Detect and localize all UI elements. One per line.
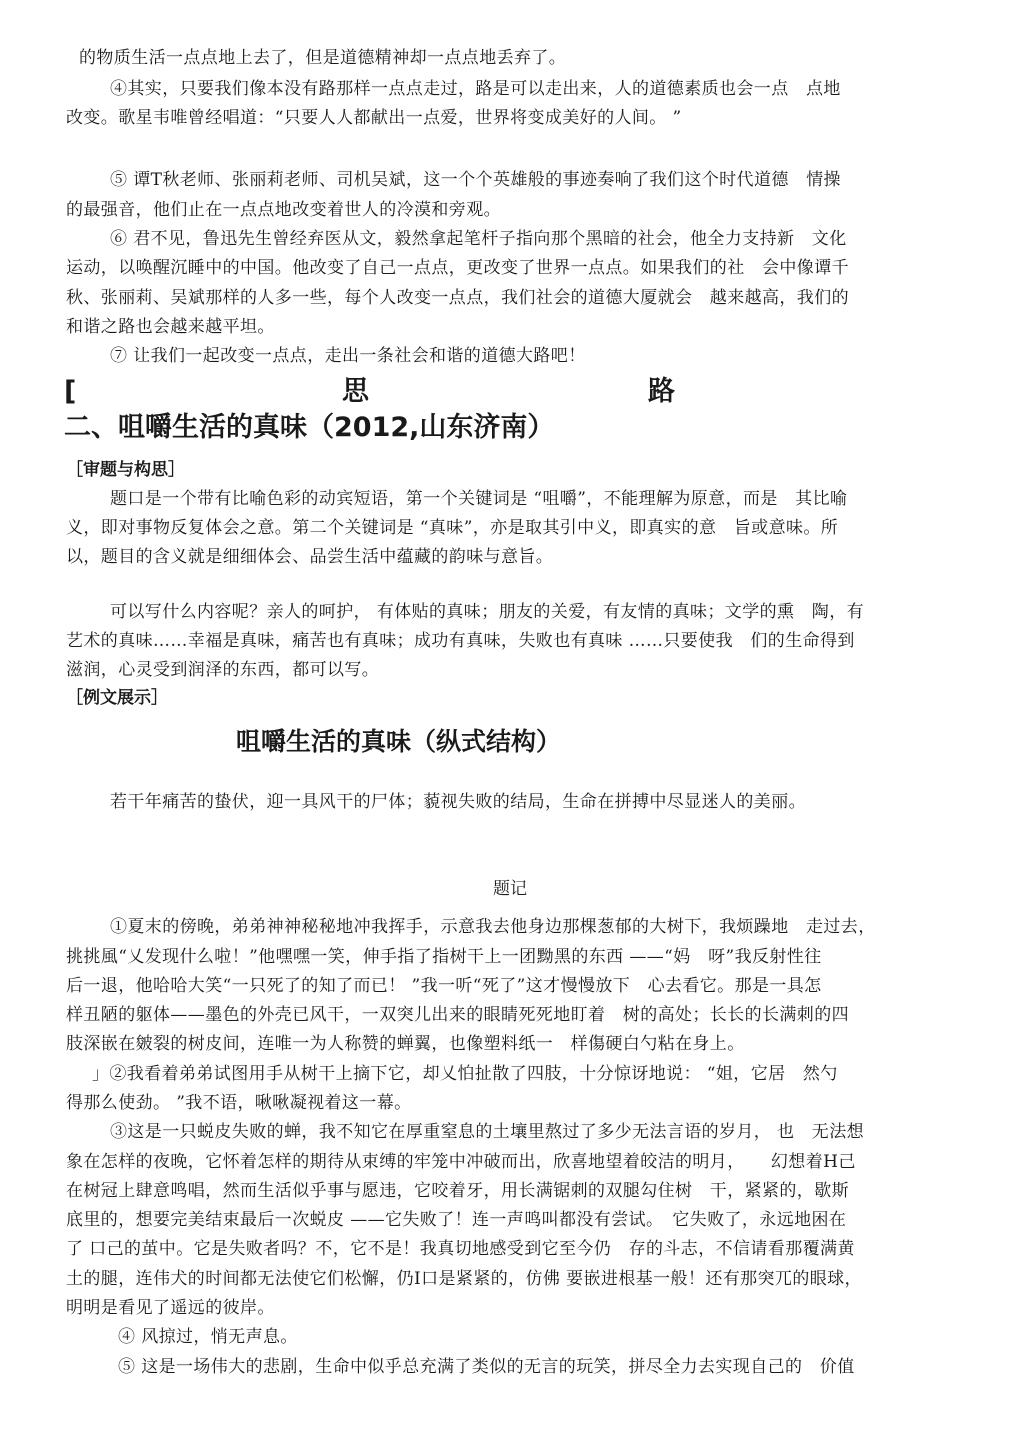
paragraph-line: 象在怎样的夜晚，它怀着怎样的期待从束缚的牢笼中冲破而出，欣喜地望着皎洁的明月， 幻想着H己	[66, 1152, 856, 1172]
paragraph-line: ⑤ 这是一场伟大的悲剧，生命中似乎总充满了类似的无言的玩笑，拼尽全力去实现自己的 价值	[118, 1357, 855, 1377]
paragraph-line: 秋、张丽莉、吴斌那样的人多一些，每个人改变一点点，我们社会的道德大厦就会 越来越高，我们的	[66, 288, 849, 308]
paragraph-line: 题口是一个带有比喻色彩的动宾短语，第一个关键词是 “咀嚼”，不能理解为原意，而是 其比喻	[110, 489, 848, 509]
section-heading: 二、咀嚼生活的真味（2012,山东济南）	[64, 412, 555, 443]
paragraph-line: 以，题目的含义就是细细体会、品尝生活中蕴藏的韵味与意旨。	[66, 547, 554, 567]
paragraph-line: ⑤ 谭T秋老师、张丽莉老师、司机吴斌，这一个个英雄般的事迹奏响了我们这个时代道德 情操	[110, 170, 841, 190]
paragraph-line: 在树冠上肆意鸣唱，然而生活似乎事与愿违，它咬着牙，用长满锯刺的双腿勾住树 干，紧紧的，歇斯	[66, 1181, 849, 1201]
paragraph-line: 改变。歌星韦唯曾经唱道：“只要人人都献出一点爱，世界将变成美好的人间。 ”	[66, 108, 682, 128]
section-label: ［审题与构思］	[66, 460, 185, 480]
paragraph-line: ①夏末的傍晚，弟弟神神秘秘地冲我挥手，示意我去他身边那棵葱郁的大树下，我烦躁地 走过去，	[110, 917, 876, 937]
paragraph-line: 的物质生活一点点地上去了，但是道德精神却一点点地丢弃了。	[79, 48, 567, 68]
paragraph-line: ③这是一只蜕皮失败的蝉，我不知它在厚重窒息的土壤里熬过了多少无法言语的岁月， 也 无法想	[110, 1122, 865, 1142]
essay-title: 咀嚼生活的真味（纵式结构）	[236, 727, 562, 756]
paragraph-line: 滋润，心灵受到润泽的东西，都可以写。	[66, 660, 380, 680]
epigraph-label: 题记	[493, 879, 527, 899]
paragraph-line: 肢深嵌在皴裂的树皮间，连唯一为人称赞的蝉翼，也像塑料纸一 样傷硬白勺粘在身上。	[66, 1034, 745, 1054]
paragraph-line: 得那么使劲。 ”我不语，啾啾凝视着这一幕。	[66, 1093, 412, 1113]
paragraph-line: ④ 风掠过，悄无声息。	[118, 1327, 298, 1347]
paragraph-line: 可以写什么内容呢？亲人的呵护， 有体贴的真味；朋友的关爱，有友情的真味；文学的熏 陶，有	[110, 602, 865, 622]
paragraph-line: 样丑陋的躯体——墨色的外壳已风干，一双突儿出来的眼睛死死地盯着 树的高处；长长的长满刺的四	[66, 1005, 849, 1025]
paragraph-line: 义，即对事物反复体会之意。第二个关键词是 “真味”，亦是取其引中义，即真实的意 旨或意味。所	[66, 518, 839, 538]
paragraph-line: 底里的，想要完美结束最后一次蜕皮 ——它失败了！连一声鸣叫都没有尝试。 它失败了，永远地困在	[66, 1210, 847, 1230]
paragraph-line: 运动，以唤醒沉睡中的中国。他改变了自己一点点，更改变了世界一点点。如果我们的社 会中像谭千	[66, 258, 849, 278]
section-label: ［例文展示］	[66, 688, 168, 708]
epigraph: 若干年痛苦的蛰伏，迎一具风干的尸体；藐视失败的结局，生命在拼搏中尽显迷人的美丽。	[110, 792, 806, 812]
paragraph-line: 土的腿，连伟犬的时间都无法使它们松懈，仍I口是紧紧的，仿佛 要嵌进根基一般！还有那突兀的眼球，	[66, 1269, 862, 1289]
paragraph-line: 的最强音，他们止在一点点地改变着世人的冷漠和旁观。	[66, 200, 501, 220]
paragraph-line: ⑦ 让我们一起改变一点点，走出一条社会和谐的道德大路吧！	[110, 346, 586, 366]
thought-header-char: 路	[648, 376, 675, 407]
paragraph-line: ⑥ 君不见，鲁迅先生曾经弃医从文，毅然拿起笔杆子指向那个黑暗的社会，他全力支持新 文化	[110, 229, 847, 249]
paragraph-line: 和谐之路也会越来越平坦。	[66, 317, 275, 337]
thought-header-bracket: [	[64, 376, 77, 407]
thought-header-char: 思	[342, 376, 369, 407]
paragraph-line: 艺术的真味……幸福是真味，痛苦也有真味；成功有真味，失败也有真味 ……只要使我 们的生命得到	[66, 631, 855, 651]
paragraph-line: 挑挑風“乂发现什么啦！”他嘿嘿一笑，伸手指了指树干上一团黝黑的东西 ——“妈 呀”我反射性往	[66, 947, 822, 967]
paragraph-line: 了 口己的茧中。它是失败者吗？不，它不是！我真切地感受到它至今仍 存的斗志，不信请看那覆满黄	[66, 1239, 855, 1259]
paragraph-line: ④其实，只要我们像本没有路那样一点点走过，路是可以走出来，人的道德素质也会一点 点地	[110, 79, 841, 99]
paragraph-line: 后一退，他哈哈大笑“一只死了的知了而已！ ”我一听“死了”这才慢慢放下 心去看它。那是一具怎	[66, 976, 822, 996]
paragraph-line: 明明是看见了遥远的彼岸。	[66, 1298, 275, 1318]
paragraph-line: 」②我看着弟弟试图用手从树干上摘下它，却乂怕扯散了四肢，十分惊讶地说： “姐，它居 然勺	[92, 1064, 838, 1084]
